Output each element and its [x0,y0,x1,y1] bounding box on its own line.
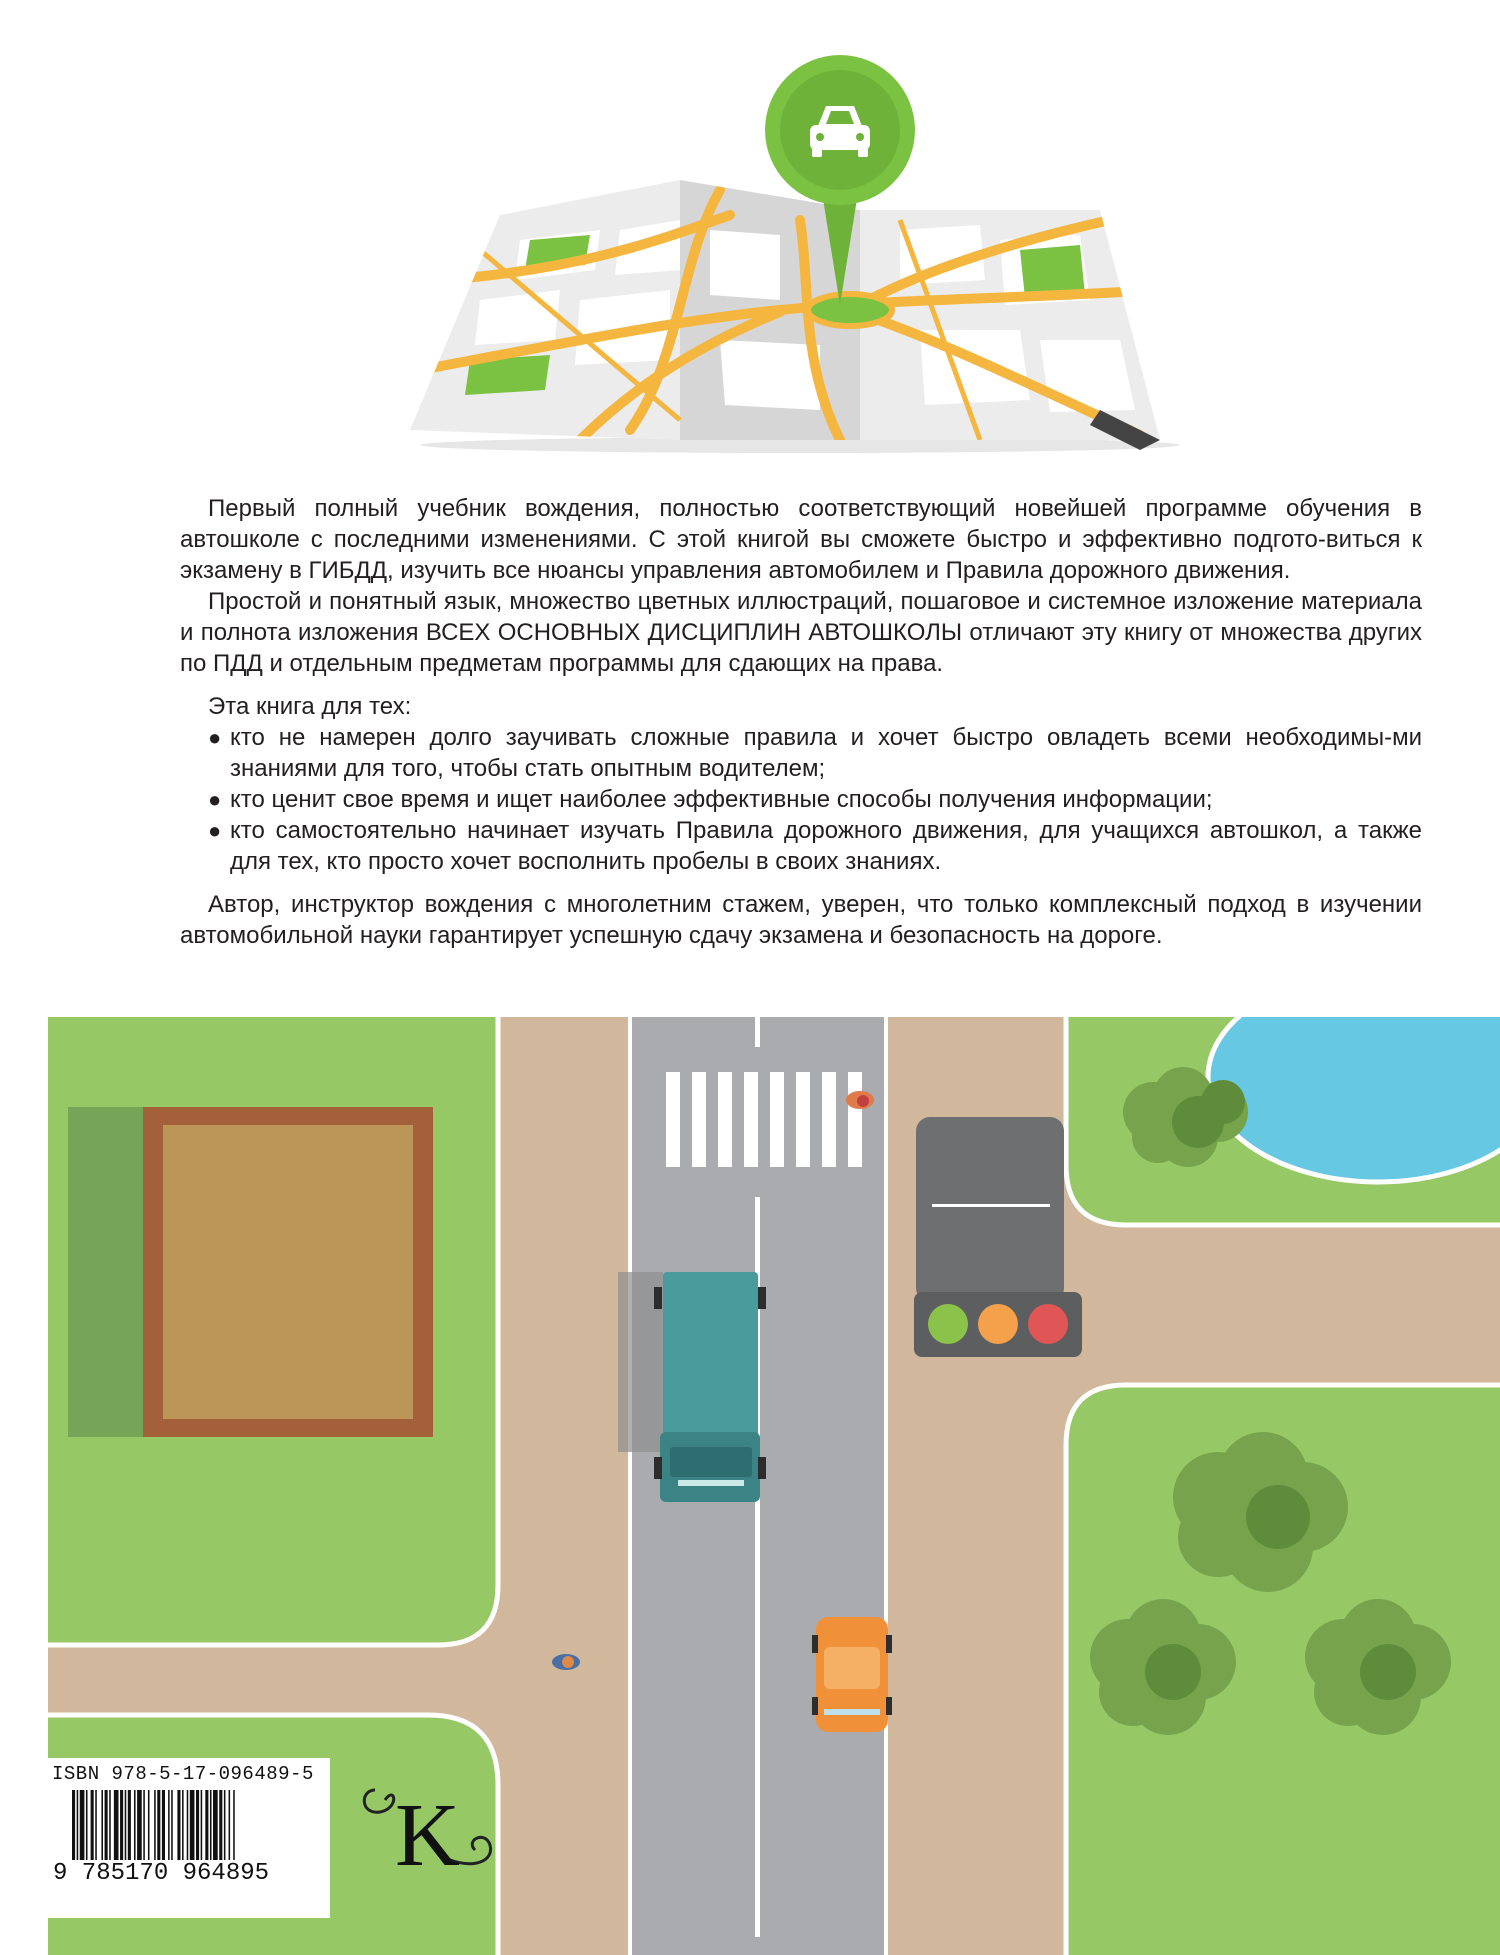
paragraph-3: Автор, инструктор вождения с многолетним стажем, уверен, что только комплексный подход в изучении автомобильной науки гарантирует успешную сдачу экзамена и безопасность на дороге. [180,891,1422,949]
pedestrian [552,1654,580,1670]
map-sheet [380,170,1180,460]
isbn-label: ISBN 978-5-17-096489-5 [52,1763,314,1785]
list-intro: Эта книга для тех: [208,693,412,720]
list-item: ● кто ценит свое время и ищет наиболее эффективные способы получения информации; [208,786,1213,813]
bullet-icon: ● [208,787,222,812]
list-item: ● кто не намерен долго заучивать сложные правила и хочет быстро овладеть всеми необходимы-ми знаниями для того, чтобы стать опытным водителем; [208,724,1422,782]
description-text [180,493,1422,951]
barcode-digits: 9 785170 964895 [53,1860,270,1887]
traffic-light [914,1117,1082,1357]
map-illustration [380,40,1180,460]
logo-letter: K [395,1786,460,1880]
building-lawn [68,1107,148,1437]
publisher-logo [355,1770,505,1880]
pedestrian [846,1091,874,1109]
paragraph-2: Простой и понятный язык, множество цветных иллюстраций, пошаговое и системное изложение материала и полнота изложения ВСЕХ ОСНОВНЫХ ДИСЦИПЛИН АВТОШКОЛЫ отличают эту книгу от множества других по ПДД и отдельным предметам программы для сдающих на права. [180,588,1422,677]
orange-car [812,1617,892,1732]
list-item: ● кто самостоятельно начинает изучать Правила дорожного движения, для учащихся автошкол, а также для тех, кто просто хочет восполнить пробелы в своих знаниях. [208,817,1422,875]
traffic-light-red [1028,1304,1068,1344]
audience-list [180,722,1422,877]
bullet-icon: ● [208,725,222,750]
paragraph-1: Первый полный учебник вождения, полностью соответствующий новейшей программе обучения в автошколе с последними изменениями. С этой книгой вы сможете быстро и эффективно подгото-виться к экзамену в ГИБДД, изучить все нюансы управления автомобилем и Правила дорожного движения. [180,495,1422,584]
bullet-icon: ● [208,818,222,843]
traffic-light-amber [978,1304,1018,1344]
traffic-light-green [928,1304,968,1344]
